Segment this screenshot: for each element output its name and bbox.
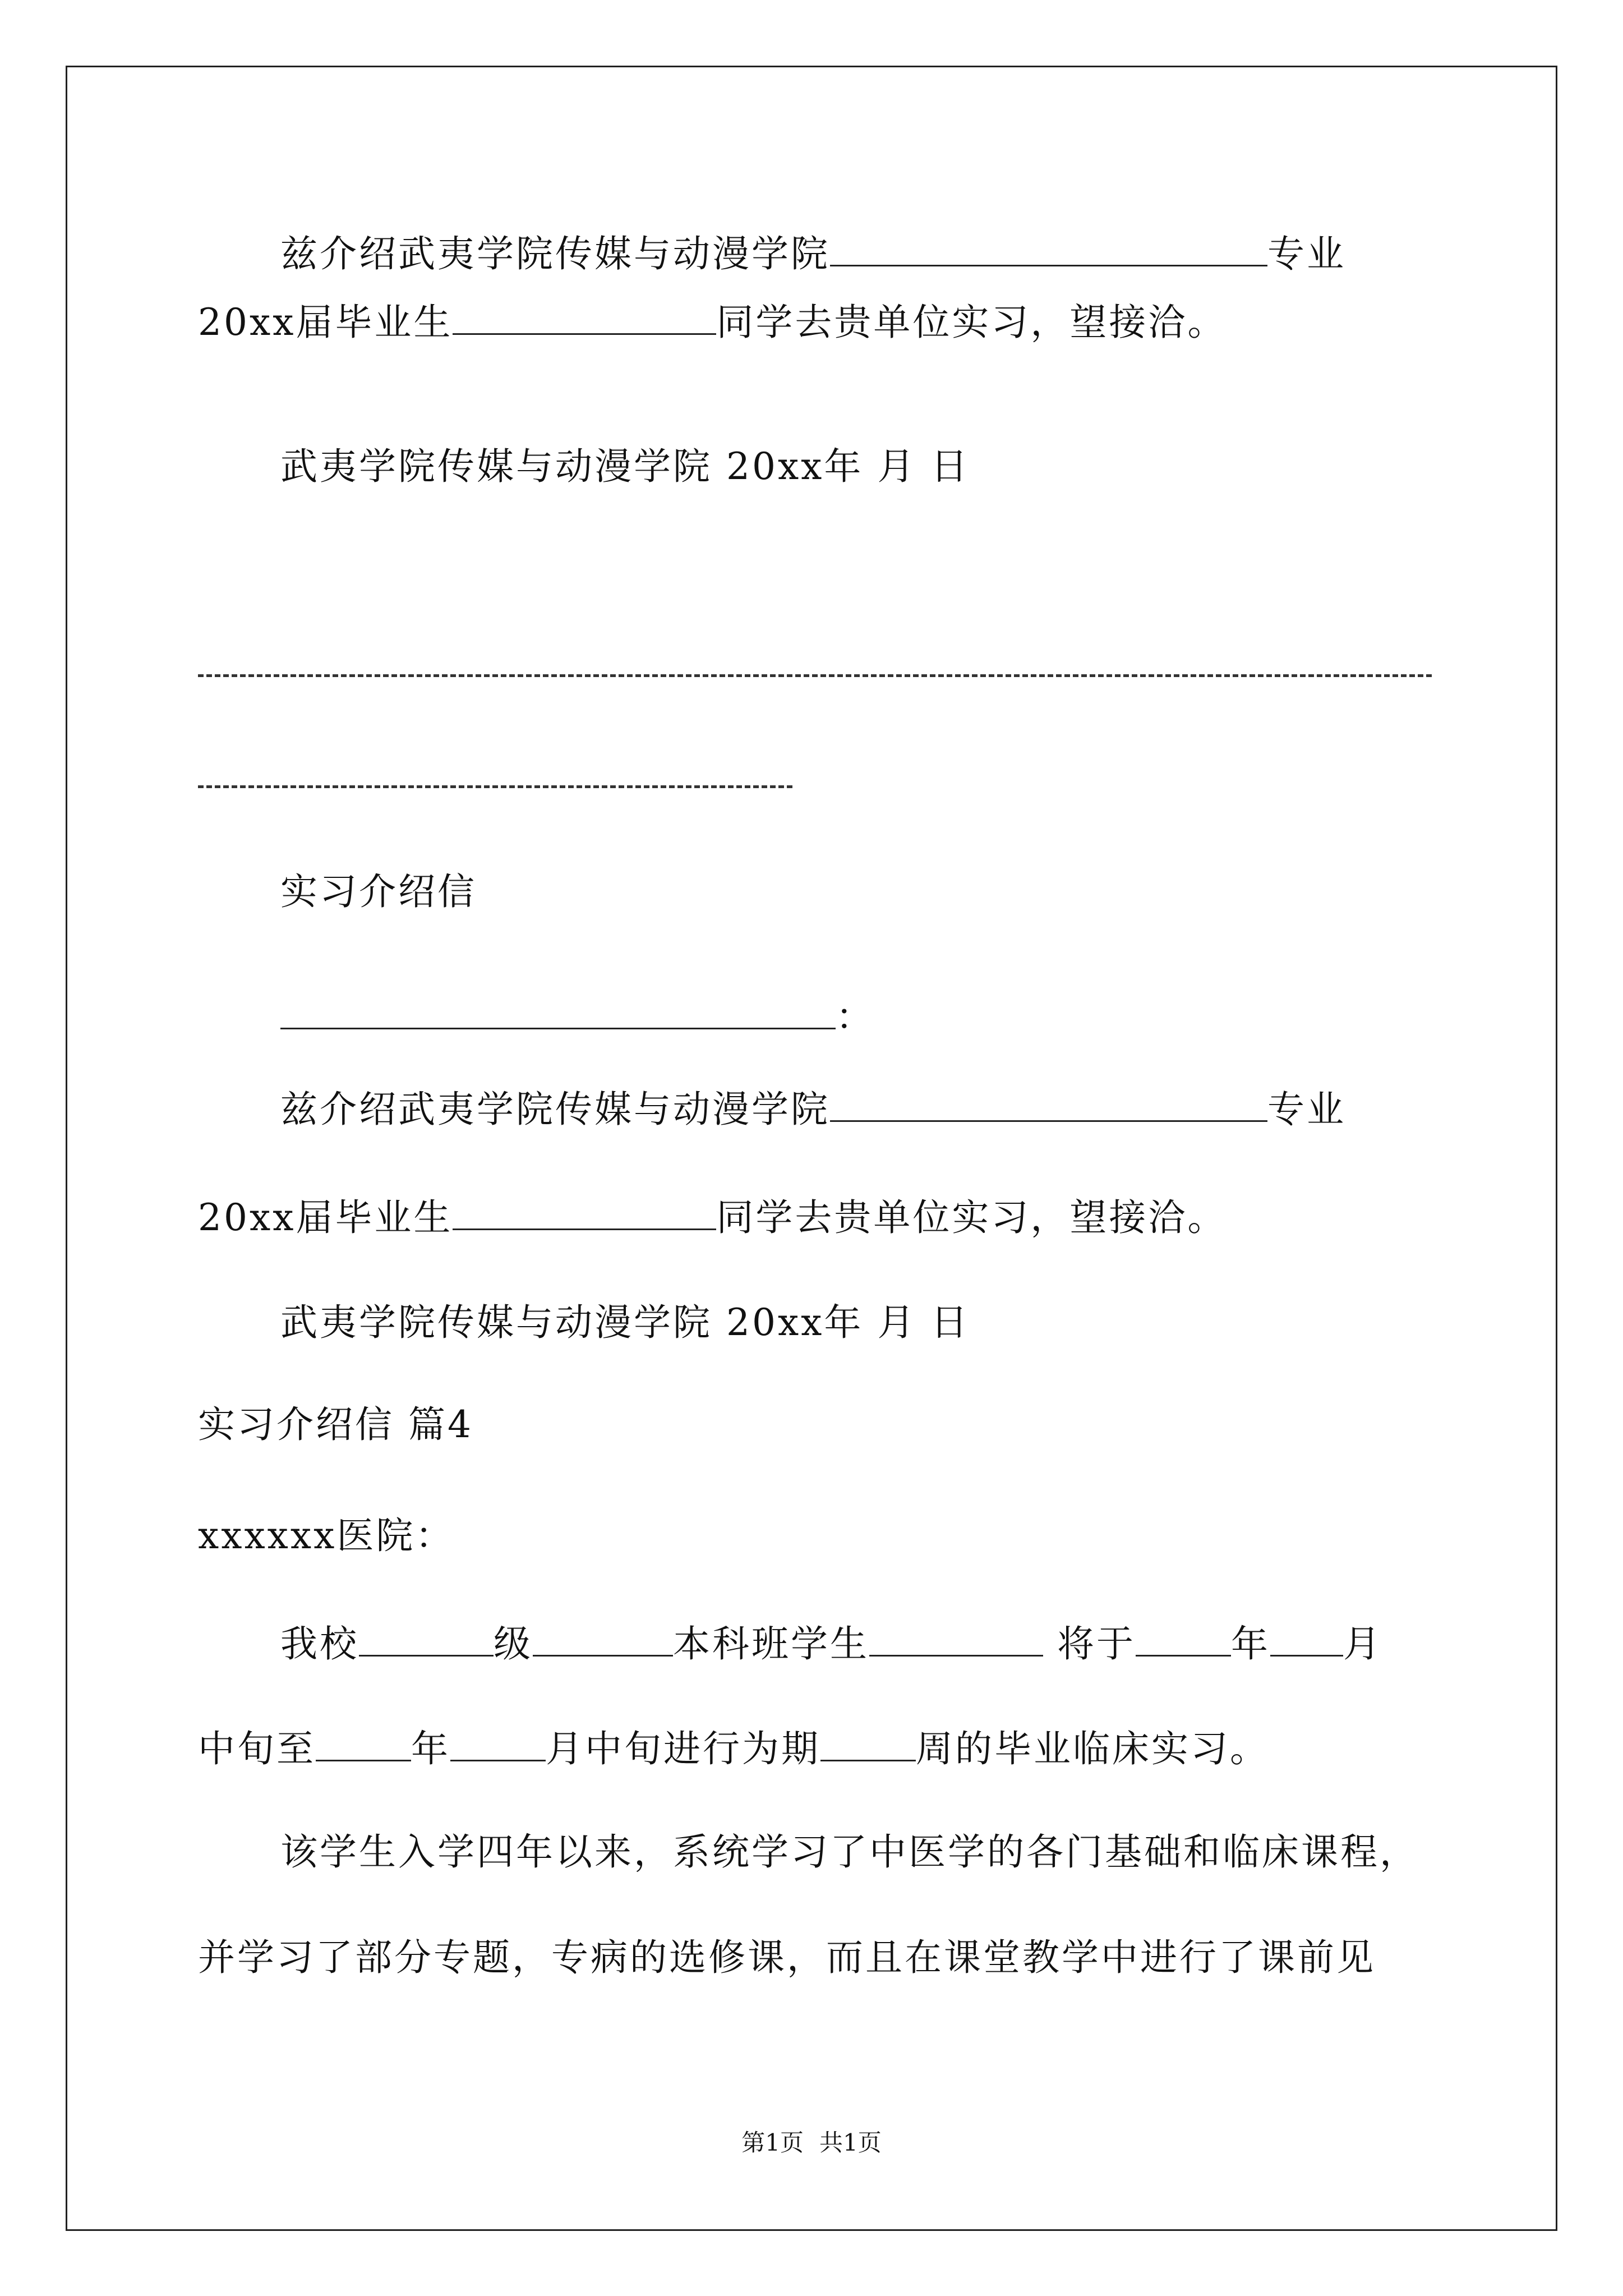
intro-line-1 xyxy=(280,230,1346,277)
page-number: 第1页 xyxy=(741,2129,804,2156)
start-month-blank xyxy=(1270,1620,1343,1657)
text-month: 月 xyxy=(1343,1622,1382,1665)
text-will: 将于 xyxy=(1043,1622,1136,1665)
grade-blank xyxy=(359,1620,494,1657)
paragraph-1-line-2 xyxy=(198,1725,1269,1772)
major-suffix: 专业 xyxy=(1267,232,1346,275)
student-blank xyxy=(869,1620,1043,1657)
signature-line: 武夷学院传媒与动漫学院 20xx年 月 日 xyxy=(280,445,970,488)
text-grade: 级 xyxy=(494,1622,533,1665)
page-border xyxy=(66,66,1557,2231)
section-heading: 实习介绍信 篇4 xyxy=(198,1403,473,1446)
major-suffix: 专业 xyxy=(1267,1088,1346,1131)
internship-text: 同学去贵单位实习，望接洽。 xyxy=(716,301,1227,344)
separator-rule-short xyxy=(198,785,792,788)
major-blank xyxy=(830,1085,1267,1122)
intro-text: 兹介绍武夷学院传媒与动漫学院 xyxy=(280,232,830,275)
student-name-blank xyxy=(453,1194,716,1230)
text-mid-to: 中旬至 xyxy=(198,1727,316,1770)
text-year: 年 xyxy=(411,1727,450,1770)
hospital-salutation: xxxxxx医院： xyxy=(198,1514,455,1557)
salutation-line xyxy=(280,993,875,1039)
paragraph-1-line-1 xyxy=(280,1620,1382,1667)
separator-rule-long xyxy=(198,674,1432,677)
text-clinical-internship: 周的毕业临床实习。 xyxy=(916,1727,1269,1770)
end-year-blank xyxy=(316,1725,411,1761)
weeks-blank xyxy=(820,1725,916,1761)
paragraph-2-line-1: 该学生入学四年以来，系统学习了中医学的各门基础和临床课程， xyxy=(280,1830,1419,1874)
major-blank xyxy=(830,230,1267,266)
graduate-text: 20xx届毕业生 xyxy=(198,1196,453,1239)
paragraph-2-line-2: 并学习了部分专题，专病的选修课，而且在课堂教学中进行了课前见 xyxy=(198,1936,1376,1979)
intro-line-2 xyxy=(198,298,1227,345)
student-name-blank xyxy=(453,298,716,335)
class-blank xyxy=(533,1620,673,1657)
intro-line-2 xyxy=(198,1194,1227,1240)
internship-text: 同学去贵单位实习，望接洽。 xyxy=(716,1196,1227,1239)
salutation-colon: ： xyxy=(836,995,875,1038)
total-pages: 共1页 xyxy=(819,2129,882,2156)
intro-line-1 xyxy=(280,1085,1346,1132)
text-mid-month: 月中旬进行为期 xyxy=(546,1727,820,1770)
graduate-text: 20xx届毕业生 xyxy=(198,301,453,344)
page-footer xyxy=(0,2129,1623,2157)
text-our-school: 我校 xyxy=(280,1622,359,1665)
start-year-blank xyxy=(1136,1620,1231,1657)
letter-title: 实习介绍信 xyxy=(280,870,477,913)
text-year: 年 xyxy=(1230,1622,1270,1665)
signature-line: 武夷学院传媒与动漫学院 20xx年 月 日 xyxy=(280,1301,970,1344)
recipient-blank xyxy=(280,993,836,1029)
end-month-blank xyxy=(450,1725,546,1761)
intro-text: 兹介绍武夷学院传媒与动漫学院 xyxy=(280,1088,830,1131)
text-undergrad-student: 本科班学生 xyxy=(673,1622,869,1665)
